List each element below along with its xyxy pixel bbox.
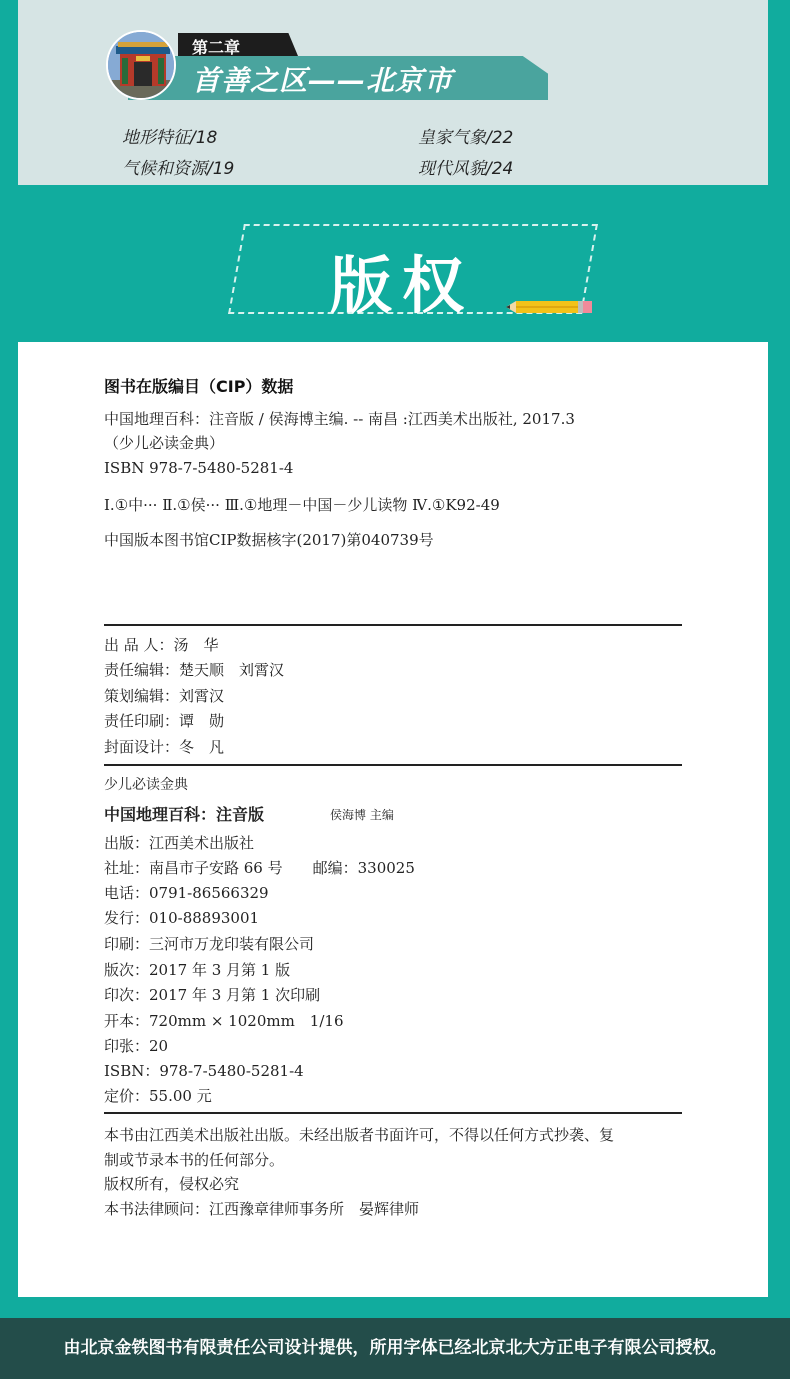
book-detail: 出版：江西美术出版社 <box>104 834 255 852</box>
divider <box>104 764 682 766</box>
cip-line: ISBN 978-7-5480-5281-4 <box>104 459 294 477</box>
chapter-title: 首善之区——北京市 <box>192 64 454 97</box>
book-editor: 侯海博 主编 <box>330 808 394 822</box>
cip-line: 中国版本图书馆CIP数据核字(2017)第040739号 <box>104 531 434 549</box>
notice-line: 制或节录本书的任何部分。 <box>104 1151 285 1169</box>
series-name: 少儿必读金典 <box>104 777 188 793</box>
divider <box>104 1112 682 1114</box>
notice-line: 版权所有，侵权必究 <box>104 1175 240 1193</box>
toc-item[interactable]: 地形特征/18 <box>122 128 218 148</box>
page-title: 版权 <box>330 249 475 322</box>
staff-line: 出 品 人：汤 华 <box>104 636 219 654</box>
cip-line: （少儿必读金典） <box>104 434 225 452</box>
book-detail: 发行：010-88893001 <box>104 909 260 927</box>
pencil-icon <box>506 300 592 314</box>
book-detail: 社址：南昌市子安路 66 号 邮编：330025 <box>104 859 415 877</box>
book-detail: 电话：0791-86566329 <box>104 884 269 902</box>
chapter-number: 第二章 <box>192 38 241 57</box>
book-detail: 印刷：三河市万龙印装有限公司 <box>104 935 315 953</box>
staff-line: 封面设计：冬 凡 <box>104 738 225 756</box>
toc-item[interactable]: 气候和资源/19 <box>122 159 235 179</box>
book-detail: 印次：2017 年 3 月第 1 次印刷 <box>104 986 321 1004</box>
staff-line: 策划编辑：刘霄汉 <box>104 687 225 705</box>
book-detail: 版次：2017 年 3 月第 1 版 <box>104 961 291 979</box>
book-detail: 定价：55.00 元 <box>104 1087 212 1105</box>
notice-line: 本书由江西美术出版社出版。未经出版者书面许可，不得以任何方式抄袭、复 <box>104 1126 615 1144</box>
footer-credit: 由北京金铁图书有限责任公司设计提供，所用字体已经北京北大方正电子有限公司授权。 <box>63 1338 727 1358</box>
toc-item[interactable]: 皇家气象/22 <box>418 128 514 148</box>
toc-item[interactable]: 现代风貌/24 <box>418 159 514 179</box>
cip-heading: 图书在版编目（CIP）数据 <box>104 377 294 396</box>
staff-line: 责任编辑：楚天顺 刘霄汉 <box>104 661 285 679</box>
cip-line: Ⅰ.①中··· Ⅱ.①侯··· Ⅲ.①地理－中国－少儿读物 Ⅳ.①K92-49 <box>104 496 500 514</box>
cip-line: 中国地理百科：注音版 / 侯海博主编. -- 南昌 :江西美术出版社, 2017.3 <box>104 410 575 428</box>
book-detail: 开本：720mm × 1020mm 1/16 <box>104 1012 344 1030</box>
book-detail: ISBN：978-7-5480-5281-4 <box>104 1062 304 1080</box>
book-title: 中国地理百科：注音版 <box>104 805 265 824</box>
staff-line: 责任印刷：谭 勋 <box>104 712 225 730</box>
chapter-image <box>106 30 176 100</box>
divider <box>104 624 682 626</box>
book-detail: 印张：20 <box>104 1037 169 1055</box>
notice-line: 本书法律顾问：江西豫章律师事务所 晏辉律师 <box>104 1200 420 1218</box>
